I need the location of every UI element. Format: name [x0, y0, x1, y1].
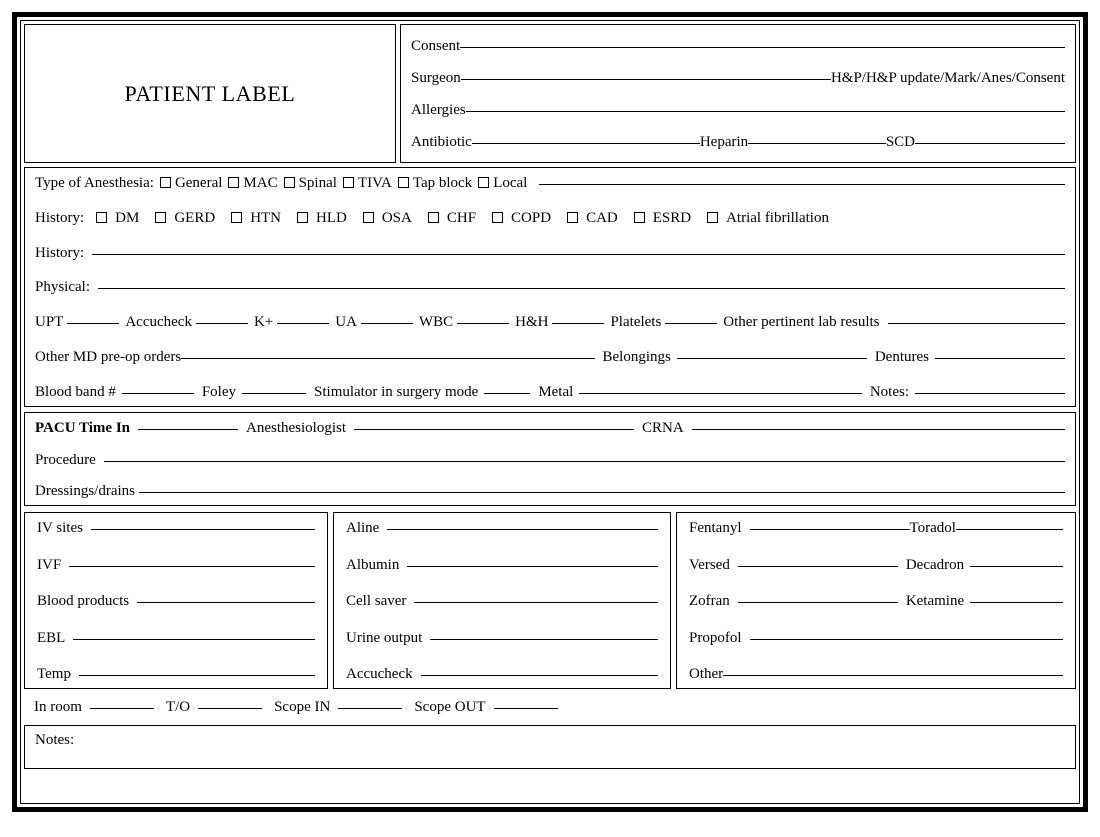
- turnover-label: T/O: [165, 698, 191, 715]
- anesthesia-type-mac[interactable]: [228, 176, 277, 191]
- checkbox-icon[interactable]: [478, 177, 489, 188]
- procedure-input-line[interactable]: [104, 461, 1065, 462]
- ketamine-label: Ketamine: [905, 593, 965, 609]
- history-condition-hld[interactable]: [297, 211, 347, 226]
- history-condition-copd-label: COPD: [511, 209, 552, 226]
- antibiotic-input-line[interactable]: [472, 143, 700, 144]
- other-md-orders-input-line[interactable]: [181, 358, 594, 359]
- blood-band-row: [35, 385, 1065, 400]
- iv-sites-label: IV sites: [37, 520, 83, 536]
- foley-input-line[interactable]: [242, 393, 306, 394]
- history-conditions-label: History:: [35, 209, 85, 226]
- pacu-time-row: [35, 421, 1065, 436]
- other-med-label: Other: [689, 666, 724, 682]
- ketamine-input-line[interactable]: [970, 602, 1063, 603]
- scd-label: SCD: [885, 133, 915, 150]
- accucheck-lab-input-line[interactable]: [196, 323, 248, 324]
- wbc-label: WBC: [418, 314, 454, 331]
- anesthesiologist-input-line[interactable]: [354, 429, 634, 430]
- blood-band-notes-label: Notes:: [869, 383, 909, 400]
- iv-sites-row: [37, 521, 315, 536]
- fentanyl-label: Fentanyl: [689, 520, 742, 536]
- fluids-column: [24, 512, 328, 689]
- zofran-label: Zofran: [689, 593, 730, 609]
- preop-orders-row: [35, 350, 1065, 365]
- platelets-input-line[interactable]: [665, 323, 717, 324]
- ivf-row: [37, 558, 315, 573]
- anesthesia-type-local[interactable]: [478, 176, 527, 191]
- consent-box: [400, 24, 1076, 163]
- physical-label: Physical:: [35, 279, 90, 296]
- albumin-row: [346, 558, 658, 573]
- wbc-input-line[interactable]: [457, 323, 509, 324]
- ebl-label: EBL: [37, 629, 66, 646]
- checkbox-icon[interactable]: [160, 177, 171, 188]
- scd-input-line[interactable]: [915, 143, 1065, 144]
- blood-products-row: [37, 594, 315, 609]
- anesthesia-type-spinal[interactable]: [284, 176, 337, 191]
- top-region: [24, 24, 1076, 163]
- ua-label: UA: [335, 314, 357, 331]
- history-conditions-row: [35, 211, 1065, 226]
- other-md-orders-label: Other MD pre-op orders: [35, 349, 182, 366]
- potassium-input-line[interactable]: [277, 323, 329, 324]
- history-condition-chf[interactable]: [428, 211, 476, 226]
- notes-box[interactable]: [24, 725, 1076, 769]
- scope-in-input-line[interactable]: [338, 708, 402, 709]
- other-labs-label: Other pertinent lab results: [723, 314, 880, 331]
- blood-band-notes-input-line[interactable]: [915, 393, 1065, 394]
- procedure-row: [35, 453, 1065, 468]
- propofol-input-line[interactable]: [750, 639, 1064, 640]
- ebl-input-line[interactable]: [73, 639, 315, 640]
- hh-input-line[interactable]: [552, 323, 604, 324]
- ebl-row: [37, 631, 315, 646]
- temp-label: Temp: [37, 666, 71, 682]
- blood-products-label: Blood products: [37, 593, 130, 609]
- dressings-row: [35, 484, 1065, 499]
- fentanyl-input-line[interactable]: [750, 529, 910, 530]
- accucheck-label: Accucheck: [346, 666, 413, 682]
- upt-input-line[interactable]: [67, 323, 119, 324]
- consent-label: Consent: [411, 38, 461, 55]
- foley-label: Foley: [201, 383, 237, 400]
- in-room-fields: [34, 700, 1066, 715]
- in-room-row: [24, 689, 1076, 725]
- history-condition-gerd-label: GERD: [174, 209, 216, 226]
- urine-output-row: [346, 631, 658, 646]
- blood-band-input-line[interactable]: [122, 393, 194, 394]
- antibiotic-label: Antibiotic: [411, 133, 472, 150]
- crna-label: CRNA: [642, 420, 684, 436]
- history-condition-copd[interactable]: [492, 211, 551, 226]
- history-condition-htn[interactable]: [231, 211, 281, 226]
- checkbox-icon[interactable]: [398, 177, 409, 188]
- platelets-label: Platelets: [610, 314, 662, 331]
- anesthesia-type-tap-block-label: Tap block: [412, 175, 473, 191]
- history-label: History:: [35, 244, 85, 261]
- pacu-time-in-input-line[interactable]: [138, 429, 238, 430]
- aline-row: [346, 521, 658, 536]
- cell-saver-input-line[interactable]: [414, 602, 658, 603]
- notes-label: Notes:: [35, 732, 75, 748]
- antibiotic-row: [411, 135, 1065, 150]
- accucheck-input-line[interactable]: [421, 675, 658, 676]
- history-condition-esrd[interactable]: [634, 211, 691, 226]
- form-page-inner: [20, 20, 1080, 804]
- checkbox-icon[interactable]: [297, 212, 308, 223]
- history-condition-dm-label: DM: [115, 209, 140, 226]
- dentures-input-line[interactable]: [935, 358, 1065, 359]
- metal-label: Metal: [538, 383, 574, 400]
- turnover-input-line[interactable]: [198, 708, 262, 709]
- checkbox-icon[interactable]: [492, 212, 503, 223]
- heparin-input-line[interactable]: [748, 143, 886, 144]
- blood-band-label: Blood band #: [35, 383, 116, 400]
- checkbox-icon[interactable]: [228, 177, 239, 188]
- ua-input-line[interactable]: [361, 323, 413, 324]
- checkbox-icon[interactable]: [343, 177, 354, 188]
- anesthesia-type-row: [35, 176, 1065, 191]
- decadron-input-line[interactable]: [970, 566, 1063, 567]
- versed-decadron-row: [689, 558, 1063, 573]
- anesthesia-type-general[interactable]: [160, 176, 222, 191]
- checkbox-icon[interactable]: [96, 212, 107, 223]
- history-condition-cad-label: CAD: [586, 209, 618, 226]
- checkbox-icon[interactable]: [284, 177, 295, 188]
- checkbox-icon[interactable]: [634, 212, 645, 223]
- belongings-input-line[interactable]: [677, 358, 867, 359]
- medications-column: [676, 512, 1076, 689]
- history-condition-gerd[interactable]: [155, 211, 215, 226]
- anesthesia-type-tiva-label: TIVA: [357, 175, 392, 191]
- iv-sites-input-line[interactable]: [91, 529, 315, 530]
- checkbox-icon[interactable]: [231, 212, 242, 223]
- allergies-input-line[interactable]: [466, 111, 1065, 112]
- history-row: [35, 246, 1065, 261]
- scope-out-input-line[interactable]: [494, 708, 558, 709]
- anesthesia-type-spinal-label: Spinal: [298, 175, 337, 191]
- dressings-drains-label: Dressings/drains: [35, 483, 135, 499]
- temp-row: [37, 667, 315, 682]
- history-condition-esrd-label: ESRD: [652, 209, 692, 226]
- stimulator-input-line[interactable]: [484, 393, 530, 394]
- cell-saver-row: [346, 594, 658, 609]
- history-input-line[interactable]: [92, 254, 1065, 255]
- checkbox-icon[interactable]: [155, 212, 166, 223]
- propofol-row: [689, 631, 1063, 646]
- urine-output-label: Urine output: [346, 629, 423, 646]
- anesthesia-type-tap-block[interactable]: [398, 176, 472, 191]
- checkbox-icon[interactable]: [567, 212, 578, 223]
- pacu-time-in-label: PACU Time In: [35, 420, 131, 436]
- anesthesia-type-local-label: Local: [493, 175, 528, 191]
- versed-label: Versed: [689, 556, 730, 573]
- history-condition-chf-label: CHF: [446, 209, 477, 226]
- scope-out-label: Scope OUT: [414, 698, 486, 715]
- in-room-label: In room: [34, 698, 82, 715]
- surgeon-label: Surgeon: [411, 70, 461, 87]
- anesthesiologist-label: Anesthesiologist: [246, 420, 347, 436]
- stimulator-label: Stimulator in surgery mode: [314, 383, 479, 400]
- hh-label: H&H: [515, 314, 549, 331]
- physical-input-line[interactable]: [98, 288, 1065, 289]
- toradol-label: Toradol: [909, 520, 956, 536]
- other-labs-input-line[interactable]: [888, 323, 1066, 324]
- anesthesia-type-general-label: General: [174, 175, 223, 191]
- labs-row: [35, 315, 1065, 330]
- surgeon-input-line[interactable]: [461, 79, 831, 80]
- history-condition-atrial-fibrillation[interactable]: [707, 211, 829, 226]
- cell-saver-label: Cell saver: [346, 593, 407, 609]
- anesthesia-type-label: Type of Anesthesia:: [35, 175, 154, 191]
- history-condition-dm[interactable]: [96, 211, 139, 226]
- zofran-input-line[interactable]: [738, 602, 898, 603]
- fentanyl-toradol-row: [689, 521, 1063, 536]
- versed-input-line[interactable]: [738, 566, 898, 567]
- dentures-label: Dentures: [874, 349, 929, 366]
- patient-label-title: PATIENT LABEL: [124, 80, 296, 106]
- metal-input-line[interactable]: [579, 393, 862, 394]
- in-room-input-line[interactable]: [90, 708, 154, 709]
- procedure-label: Procedure: [35, 451, 96, 468]
- consent-row: [411, 39, 1065, 54]
- scope-in-label: Scope IN: [274, 698, 331, 715]
- checkbox-icon[interactable]: [363, 212, 374, 223]
- accucheck-row: [346, 667, 658, 682]
- toradol-input-line[interactable]: [956, 529, 1063, 530]
- heparin-label: Heparin: [699, 133, 749, 150]
- checkbox-icon[interactable]: [428, 212, 439, 223]
- crna-input-line[interactable]: [692, 429, 1065, 430]
- allergies-label: Allergies: [411, 101, 466, 118]
- physical-row: [35, 280, 1065, 295]
- other-med-row: [689, 667, 1063, 682]
- other-med-input-line[interactable]: [723, 675, 1063, 676]
- history-condition-cad[interactable]: [567, 211, 618, 226]
- temp-input-line[interactable]: [79, 675, 315, 676]
- blood-products-input-line[interactable]: [137, 602, 315, 603]
- history-condition-osa-label: OSA: [381, 209, 412, 226]
- potassium-label: K+: [253, 314, 274, 331]
- history-condition-atrial-fibrillation-label: Atrial fibrillation: [726, 209, 829, 226]
- history-condition-htn-label: HTN: [250, 209, 282, 226]
- albumin-label: Albumin: [346, 556, 400, 573]
- propofol-label: Propofol: [689, 629, 742, 646]
- anesthesia-type-tiva[interactable]: [343, 176, 392, 191]
- anesthesia-type-other-line[interactable]: [539, 184, 1065, 185]
- urine-output-input-line[interactable]: [430, 639, 658, 640]
- anesthesia-section: [24, 167, 1076, 407]
- checkbox-icon[interactable]: [707, 212, 718, 223]
- decadron-label: Decadron: [905, 556, 965, 573]
- zofran-ketamine-row: [689, 594, 1063, 609]
- history-condition-hld-label: HLD: [316, 209, 347, 226]
- surgeon-row: [411, 71, 1065, 86]
- consent-input-line[interactable]: [460, 47, 1065, 48]
- monitoring-column: [333, 512, 671, 689]
- aline-label: Aline: [346, 520, 380, 536]
- anesthesia-type-mac-label: MAC: [243, 175, 278, 191]
- accucheck-lab-label: Accucheck: [125, 314, 192, 331]
- upt-label: UPT: [35, 314, 64, 331]
- ivf-input-line[interactable]: [69, 566, 315, 567]
- hp-consent-note: H&P/H&P update/Mark/Anes/Consent: [830, 70, 1065, 87]
- allergies-row: [411, 103, 1065, 118]
- belongings-label: Belongings: [602, 349, 671, 366]
- pacu-section: [24, 412, 1076, 506]
- patient-label-box: [24, 24, 396, 163]
- dressings-drains-input-line[interactable]: [139, 492, 1065, 493]
- three-column-region: [24, 512, 1076, 689]
- ivf-label: IVF: [37, 556, 62, 573]
- history-condition-osa[interactable]: [363, 211, 412, 226]
- aline-input-line[interactable]: [387, 529, 658, 530]
- albumin-input-line[interactable]: [407, 566, 658, 567]
- form-page: [12, 12, 1088, 812]
